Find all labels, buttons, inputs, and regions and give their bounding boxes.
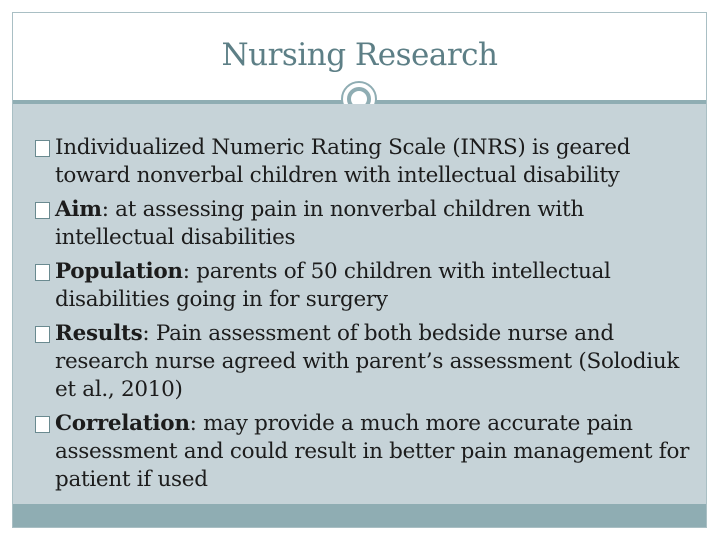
square-bullet-icon (35, 264, 50, 281)
bullet-list (35, 134, 701, 500)
bullet-keyword: Results (55, 321, 143, 346)
footer-band (13, 504, 706, 527)
bullet-item (35, 134, 701, 190)
square-bullet-icon (35, 416, 50, 433)
slide (12, 12, 707, 528)
content-area (13, 104, 706, 505)
bullet-item (35, 196, 701, 252)
square-bullet-icon (35, 326, 50, 343)
slide-title: Nursing Research (221, 37, 498, 73)
bullet-text: : parents of 50 children with intellectual disabilities going in for surgery (55, 259, 611, 312)
bullet-text: : may provide a much more accurate pain assessment and could result in better pain management for patient if used (55, 411, 690, 492)
square-bullet-icon (35, 202, 50, 219)
bullet-keyword: Aim (55, 197, 102, 222)
bullet-text: : Pain assessment of both bedside nurse and research nurse agreed with parent’s assessment (Solodiuk et al., 2010) (55, 321, 680, 402)
square-bullet-icon (35, 140, 50, 157)
bullet-item (35, 410, 701, 494)
bullet-item (35, 320, 701, 404)
bullet-text: : at assessing pain in nonverbal children with intellectual disabilities (55, 197, 584, 250)
bullet-keyword: Correlation (55, 411, 190, 436)
bullet-item (35, 258, 701, 314)
bullet-keyword: Population (55, 259, 183, 284)
bullet-text: Individualized Numeric Rating Scale (INRS) is geared toward nonverbal children with intellectual disability (55, 135, 631, 188)
